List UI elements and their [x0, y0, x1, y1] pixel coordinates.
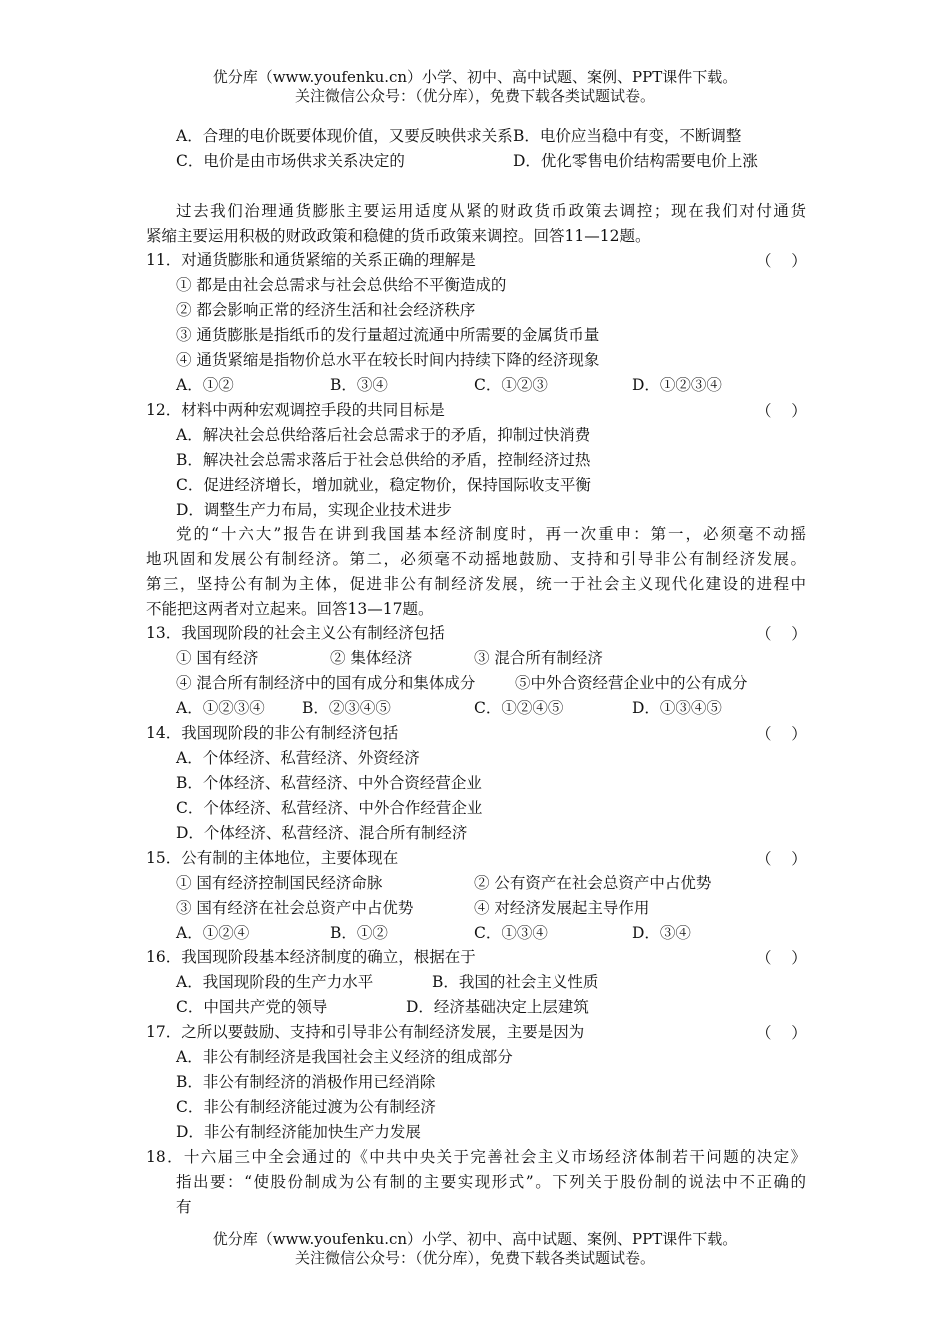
q16-stem: 16．我国现阶段基本经济制度的确立，根据在于 — [146, 948, 476, 966]
q16-option-a: A．我国现阶段的生产力水平 — [176, 973, 374, 991]
q13-answer-paren: （ ） — [756, 625, 807, 643]
q10-option-c: C．电价是由市场供求关系决定的 — [176, 152, 405, 170]
passage-2-line-2: 地巩固和发展公有制经济。第二，必须毫不动摇地鼓励、支持和引导非公有制经济发展。 — [146, 550, 806, 568]
passage-2-line-3: 第三，坚持公有制为主体，促进非公有制经济发展，统一于社会主义现代化建设的进程中 — [146, 575, 806, 593]
header-line-1: 优分库（www.youfenku.cn）小学、初中、高中试题、案例、PPT课件下载。 — [212, 68, 738, 86]
q11-option-b: B．③④ — [330, 376, 388, 394]
footer-line-2: 关注微信公众号：（优分库），免费下载各类试题试卷。 — [294, 1249, 655, 1267]
q12-stem: 12．材料中两种宏观调控手段的共同目标是 — [146, 401, 445, 419]
q17-stem: 17．之所以要鼓励、支持和引导非公有制经济发展，主要是因为 — [146, 1023, 585, 1041]
q11-stem: 11．对通货膨胀和通货紧缩的关系正确的理解是 — [146, 251, 476, 269]
q11-statement-2: ② 都会影响正常的经济生活和社会经济秩序 — [176, 301, 476, 319]
q11-statement-3: ③ 通货膨胀是指纸币的发行量超过流通中所需要的金属货币量 — [176, 326, 600, 344]
q15-option-d: D．③④ — [632, 924, 691, 942]
q14-option-c: C．个体经济、私营经济、中外合作经营企业 — [176, 799, 483, 817]
q15-stem: 15．公有制的主体地位，主要体现在 — [146, 849, 399, 867]
q16-answer-paren: （ ） — [756, 949, 807, 967]
q16-option-b: B．我国的社会主义性质 — [432, 973, 599, 991]
q13-statement-1: ① 国有经济 — [176, 649, 259, 667]
q14-stem: 14．我国现阶段的非公有制经济包括 — [146, 724, 399, 742]
q17-option-b: B．非公有制经济的消极作用已经消除 — [176, 1073, 436, 1091]
q14-option-d: D．个体经济、私营经济、混合所有制经济 — [176, 824, 468, 842]
q15-statement-1: ① 国有经济控制国民经济命脉 — [176, 874, 383, 892]
q14-option-a: A．个体经济、私营经济、外资经济 — [176, 749, 420, 767]
q12-option-d: D．调整生产力布局，实现企业技术进步 — [176, 501, 452, 519]
q12-option-a: A．解决社会总供给落后社会总需求于的矛盾，抑制过快消费 — [176, 426, 591, 444]
q11-answer-paren: （ ） — [756, 252, 807, 270]
q15-answer-paren: （ ） — [756, 850, 807, 868]
q11-option-a: A．①② — [176, 376, 234, 394]
q15-statement-4: ④ 对经济发展起主导作用 — [474, 899, 650, 917]
q15-option-b: B．①② — [330, 924, 388, 942]
q11-statement-1: ① 都是由社会总需求与社会总供给不平衡造成的 — [176, 276, 507, 294]
q13-option-b: B．②③④⑤ — [302, 699, 391, 717]
q17-option-d: D．非公有制经济能加快生产力发展 — [176, 1123, 421, 1141]
q14-option-b: B．个体经济、私营经济、中外合资经营企业 — [176, 774, 482, 792]
passage-2-line-1: 党的“十六大”报告在讲到我国基本经济制度时，再一次重申：第一，必须毫不动摇 — [176, 525, 806, 543]
header-line-2: 关注微信公众号：（优分库），免费下载各类试题试卷。 — [294, 87, 655, 105]
q13-option-a: A．①②③④ — [176, 699, 265, 717]
q17-option-a: A．非公有制经济是我国社会主义经济的组成部分 — [176, 1048, 513, 1066]
q15-statement-2: ② 公有资产在社会总资产中占优势 — [474, 874, 712, 892]
q16-option-d: D．经济基础决定上层建筑 — [406, 998, 589, 1016]
q18-stem-line-3: 有 — [176, 1198, 192, 1216]
q15-statement-3: ③ 国有经济在社会总资产中占优势 — [176, 899, 414, 917]
q13-statement-3: ③ 混合所有制经济 — [474, 649, 603, 667]
q11-option-c: C．①②③ — [474, 376, 548, 394]
q17-option-c: C．非公有制经济能过渡为公有制经济 — [176, 1098, 436, 1116]
q13-stem: 13．我国现阶段的社会主义公有制经济包括 — [146, 624, 445, 642]
passage-1-line-1: 过去我们治理通货膨胀主要运用适度从紧的财政货币政策去调控；现在我们对付通货 — [176, 202, 806, 220]
q17-answer-paren: （ ） — [756, 1024, 807, 1042]
passage-2-line-4: 不能把这两者对立起来。回答13—17题。 — [146, 600, 434, 618]
q12-option-b: B．解决社会总需求落后于社会总供给的矛盾，控制经济过热 — [176, 451, 591, 469]
q10-option-a: A．合理的电价既要体现价值，又要反映供求关系 — [176, 127, 513, 145]
passage-1-line-2: 紧缩主要运用积极的财政政策和稳健的货币政策来调控。回答11—12题。 — [146, 227, 651, 245]
q16-option-c: C．中国共产党的领导 — [176, 998, 328, 1016]
q13-option-c: C．①②④⑤ — [474, 699, 564, 717]
q11-option-d: D．①②③④ — [632, 376, 722, 394]
q11-statement-4: ④ 通货紧缩是指物价总水平在较长时间内持续下降的经济现象 — [176, 351, 600, 369]
q12-answer-paren: （ ） — [756, 402, 807, 420]
q13-statement-2: ② 集体经济 — [330, 649, 413, 667]
q12-option-c: C．促进经济增长，增加就业，稳定物价，保持国际收支平衡 — [176, 476, 591, 494]
q15-option-c: C．①③④ — [474, 924, 548, 942]
q18-stem-line-2: 指出要：“使股份制成为公有制的主要实现形式”。下列关于股份制的说法中不正确的 — [176, 1173, 806, 1191]
q13-statement-4: ④ 混合所有制经济中的国有成分和集体成分 — [176, 674, 476, 692]
q10-option-d: D．优化零售电价结构需要电价上涨 — [513, 152, 758, 170]
footer-line-1: 优分库（www.youfenku.cn）小学、初中、高中试题、案例、PPT课件下载。 — [212, 1230, 738, 1248]
q18-stem-line-1: 18．十六届三中全会通过的《中共中央关于完善社会主义市场经济体制若干问题的决定》 — [146, 1148, 806, 1166]
q14-answer-paren: （ ） — [756, 725, 807, 743]
q10-option-b: B．电价应当稳中有变，不断调整 — [513, 127, 742, 145]
q13-statement-5: ⑤中外合资经营企业中的公有成分 — [515, 674, 748, 692]
q15-option-a: A．①②④ — [176, 924, 250, 942]
q13-option-d: D．①③④⑤ — [632, 699, 722, 717]
